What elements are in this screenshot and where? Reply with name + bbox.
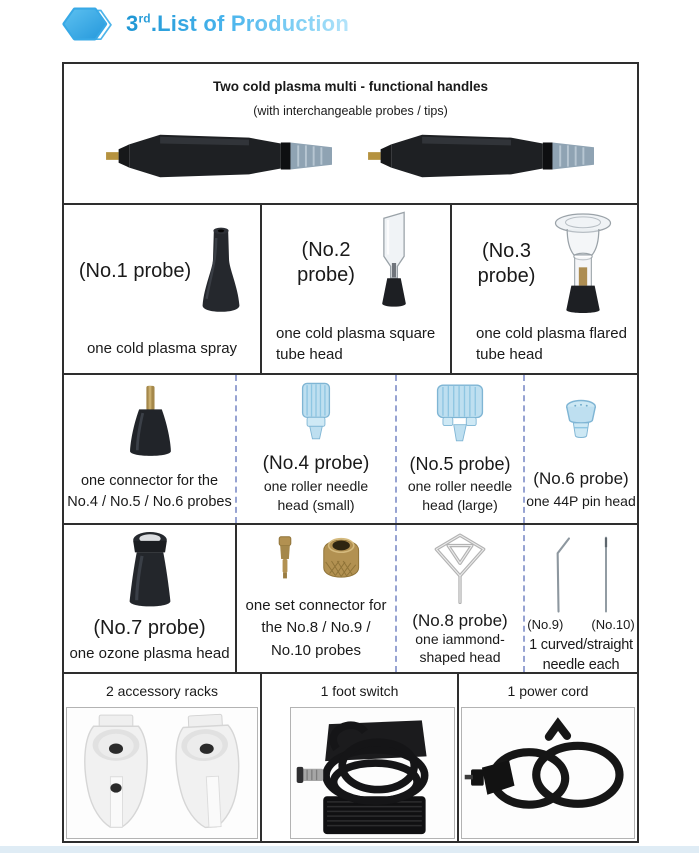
cell-probe-8 [395, 525, 523, 672]
connector-456-desc: one connector for the No.4 / No.5 / No.6 probes [67, 472, 232, 510]
probe-2-label: (No.2 probe) [297, 239, 355, 286]
handles-subtitle: (with interchangeable probes / tips) [253, 104, 448, 118]
cell-accessory-racks [64, 674, 260, 841]
row-probes-7-10 [64, 523, 637, 672]
needle-9-label: (No.9) [527, 617, 564, 632]
probe-6-label: (No.6 probe) [533, 469, 629, 489]
probe-4-desc: one roller needle head (small) [263, 478, 369, 514]
cell-probe-1 [64, 205, 260, 373]
handles-images [64, 128, 637, 184]
probe-6-desc: one 44P pin head [526, 493, 636, 510]
row-probes-1-3 [64, 203, 637, 373]
probe-7-desc: one ozone plasma head [69, 645, 230, 662]
cell-power-cord [457, 674, 637, 841]
set-connector-desc: one set connector for the No.8 / No.9 / No.10 probes [245, 596, 387, 659]
hexagon-bullet-icon [62, 3, 116, 45]
probe-3-desc: one cold plasma flared tube head [476, 325, 627, 363]
foot-switch-image [293, 709, 453, 837]
cell-connector-456 [64, 375, 235, 523]
probe-1-label: (No.1 probe) [78, 260, 192, 282]
cell-foot-switch [260, 674, 457, 841]
accessory-racks-label: 2 accessory racks [105, 682, 219, 699]
row-accessories [64, 672, 637, 841]
probe-1-desc: one cold plasma spray [86, 340, 238, 357]
flared-tube-head-image [548, 205, 618, 323]
probe-5-desc: one roller needle head (large) [407, 478, 513, 514]
cell-probe-6 [523, 375, 637, 523]
accessory-rack-image [162, 708, 254, 838]
row-probes-4-6 [64, 373, 637, 523]
brass-connector-set-image [264, 529, 368, 591]
probe-8-label: (No.8 probe) [412, 611, 508, 630]
roller-needle-small-image [291, 378, 341, 446]
accessory-rack-image [73, 710, 159, 836]
cold-plasma-spray-image [197, 213, 245, 331]
probe-5-label: (No.5 probe) [409, 454, 511, 475]
plasma-handle-image [363, 128, 601, 184]
roller-needle-large-image [431, 378, 489, 448]
needles-desc: 1 curved/straight needle each [529, 637, 633, 672]
foot-switch-photo [290, 707, 455, 839]
foot-switch-label: 1 foot switch [320, 682, 399, 699]
power-cord-image [462, 711, 634, 835]
probe-4-label: (No.4 probe) [262, 453, 370, 475]
straight-needle-image [600, 535, 612, 615]
pin-head-44p-image [560, 397, 602, 445]
diamond-shaped-head-image [421, 530, 499, 604]
ozone-plasma-head-image [119, 526, 181, 616]
footer-accent-bar [0, 846, 699, 853]
cell-probe-5 [395, 375, 523, 523]
page-title: 3rd.List of Production [126, 11, 349, 36]
power-cord-label: 1 power cord [507, 682, 589, 699]
needle-10-label: (No.10) [591, 617, 635, 632]
probe-8-desc: one iammond-shaped head [415, 631, 505, 665]
probe-3-label: (No.3 probe) [477, 240, 536, 287]
connector-456-image [121, 383, 179, 463]
row-handles [64, 64, 637, 203]
power-cord-photo [461, 707, 635, 839]
section-header [62, 2, 349, 46]
probe-7-label: (No.7 probe) [93, 617, 206, 639]
cell-probe-4 [235, 375, 395, 523]
cell-probe-7 [64, 525, 235, 672]
plasma-handle-image [101, 128, 339, 184]
cell-set-connector [235, 525, 395, 672]
handles-title: Two cold plasma multi - functional handles [212, 79, 489, 94]
needles-images [550, 535, 612, 615]
cell-probe-3 [450, 205, 637, 373]
production-table [62, 62, 639, 843]
cell-probe-2 [260, 205, 450, 373]
probe-2-desc: one cold plasma square tube head [276, 325, 436, 363]
accessory-racks-photo [66, 707, 258, 839]
cell-needles-9-10 [523, 525, 637, 672]
square-tube-head-image [367, 205, 421, 323]
curved-needle-image [550, 535, 574, 615]
